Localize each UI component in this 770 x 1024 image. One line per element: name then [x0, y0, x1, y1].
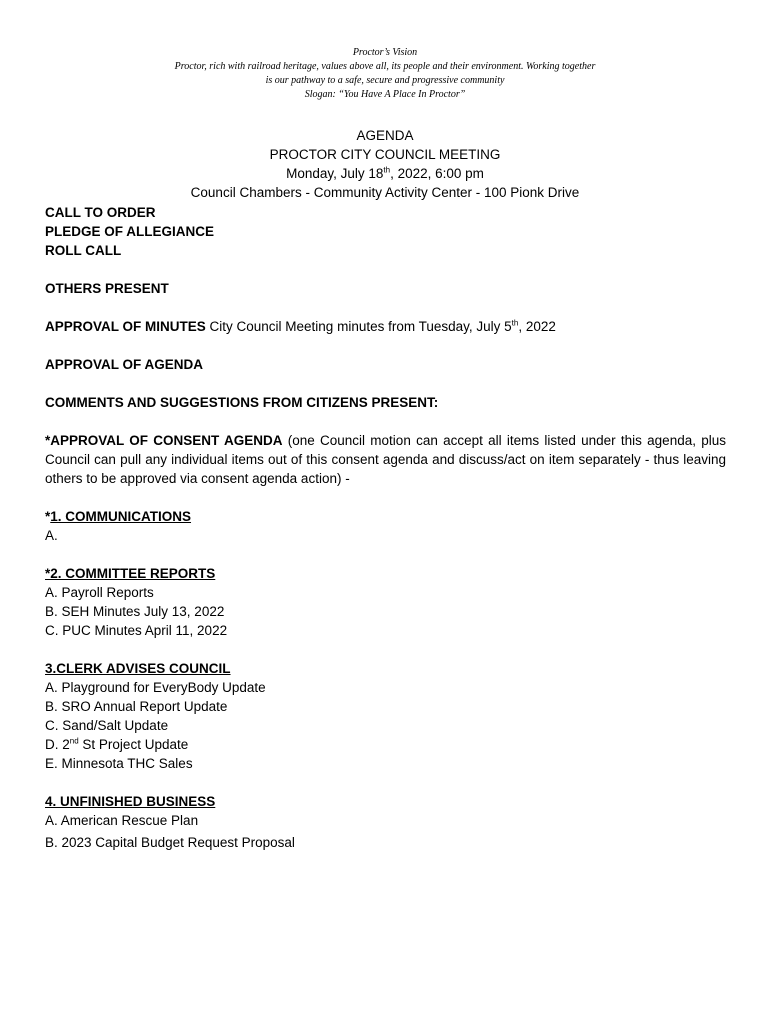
committee-item: A. Payroll Reports [45, 585, 154, 600]
pledge-of-allegiance: PLEDGE OF ALLEGIANCE [45, 224, 215, 239]
agenda-header [0, 126, 770, 202]
clerk-advises-heading: 3.CLERK ADVISES COUNCIL [45, 661, 231, 676]
clerk-item: D. 2nd St Project Update [45, 736, 189, 752]
meeting-location: Council Chambers - Community Activity Center - 100 Pionk Drive [190, 185, 580, 200]
committee-item: B. SEH Minutes July 13, 2022 [45, 604, 225, 619]
meeting-date: Monday, July 18th, 2022, 6:00 pm [286, 165, 484, 181]
clerk-item: C. Sand/Salt Update [45, 718, 169, 733]
agenda-title: AGENDA [356, 128, 414, 143]
citizen-comments: COMMENTS AND SUGGESTIONS FROM CITIZENS PRESENT: [45, 395, 439, 410]
consent-agenda: *APPROVAL OF CONSENT AGENDA (one Council motion can accept all items listed under this agenda, plus Council can pull any individual items out of this consent agenda and discuss/act on item separately - thus leaving others to be approved via consent agenda action) - [45, 433, 726, 486]
vision-line-1: Proctor, rich with railroad heritage, values above all, its people and their environment. Working together [174, 61, 596, 72]
slogan: Slogan: “You Have A Place In Proctor” [304, 89, 466, 100]
clerk-item: B. SRO Annual Report Update [45, 699, 228, 714]
vision-line-2: is our pathway to a safe, secure and progressive community [265, 75, 505, 86]
vision-statement [0, 46, 770, 102]
others-present: OTHERS PRESENT [45, 281, 169, 296]
approval-of-minutes: APPROVAL OF MINUTES City Council Meeting minutes from Tuesday, July 5th, 2022 [45, 318, 556, 334]
roll-call: ROLL CALL [45, 243, 122, 258]
committee-item: C. PUC Minutes April 11, 2022 [45, 623, 228, 638]
clerk-item: A. Playground for EveryBody Update [45, 680, 266, 695]
call-to-order: CALL TO ORDER [45, 205, 156, 220]
unfinished-business-heading: 4. UNFINISHED BUSINESS [45, 794, 216, 809]
unfinished-item: A. American Rescue Plan [45, 813, 199, 828]
agenda-body [45, 203, 726, 852]
communications-heading: *1. COMMUNICATIONS [45, 509, 192, 524]
meeting-name: PROCTOR CITY COUNCIL MEETING [269, 147, 501, 162]
clerk-item: E. Minnesota THC Sales [45, 756, 193, 771]
communications-item: A. [45, 528, 58, 543]
committee-reports-heading: *2. COMMITTEE REPORTS [45, 566, 216, 581]
vision-title: Proctor’s Vision [352, 47, 418, 58]
approval-of-agenda: APPROVAL OF AGENDA [45, 357, 204, 372]
unfinished-item: B. 2023 Capital Budget Request Proposal [45, 835, 295, 850]
